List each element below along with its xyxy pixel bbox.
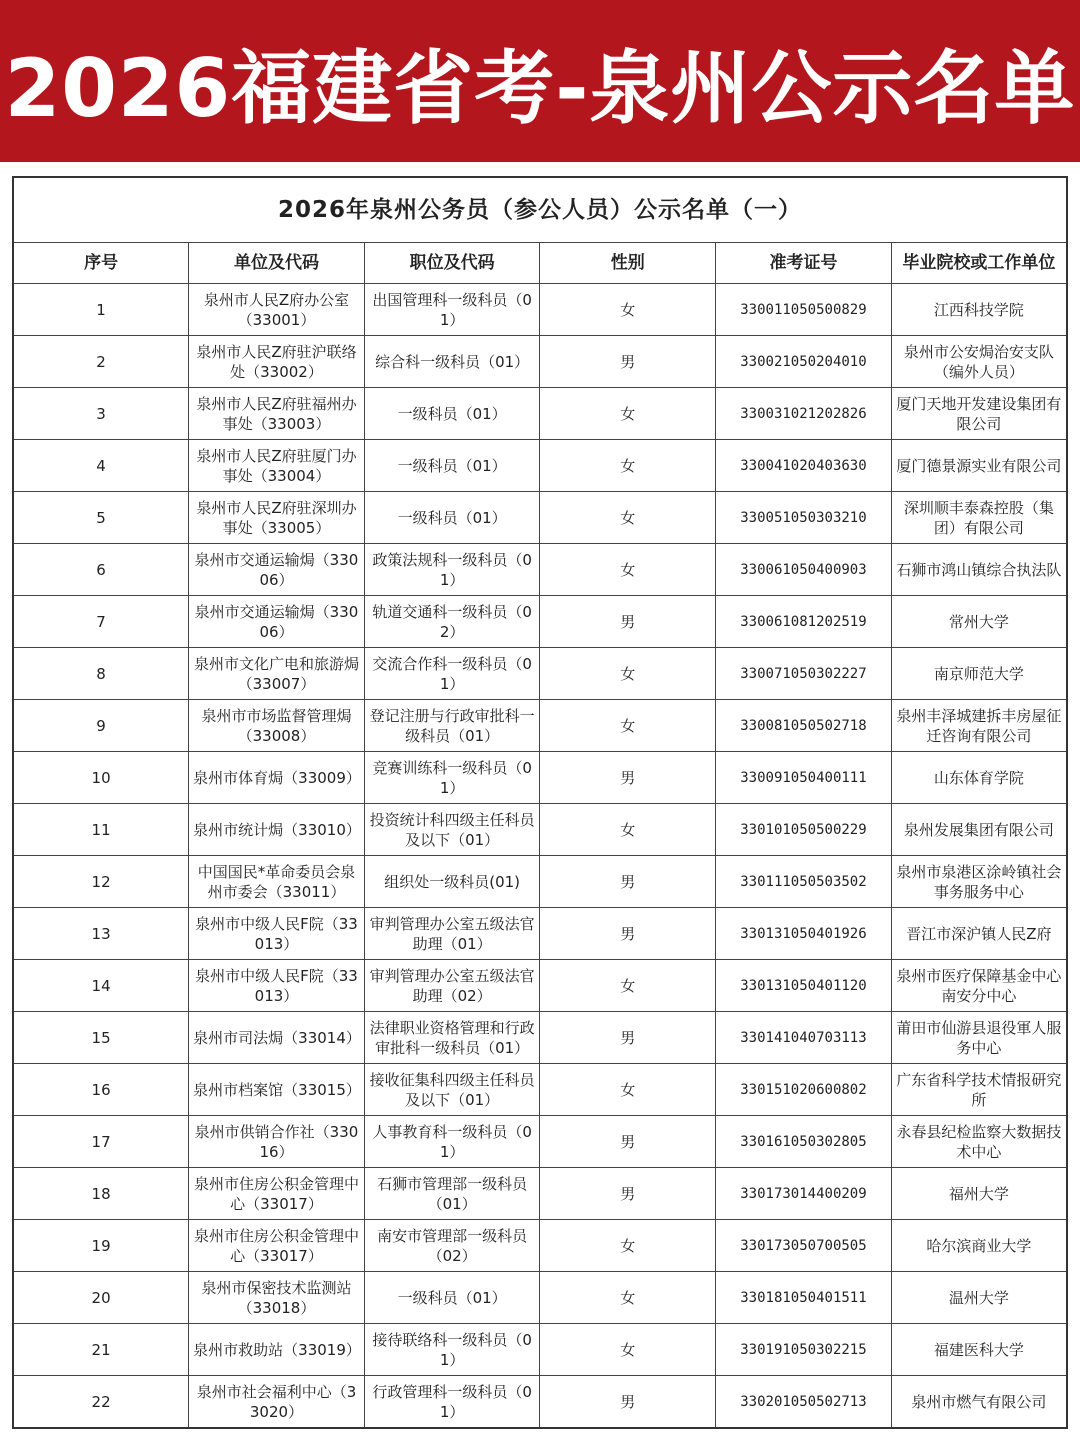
cell-school: 哈尔滨商业大学 bbox=[891, 1220, 1067, 1272]
cell-gender: 女 bbox=[540, 1220, 716, 1272]
cell-no: 10 bbox=[13, 752, 189, 804]
cell-unit: 泉州市社会福利中心（33020） bbox=[189, 1376, 365, 1429]
cell-exam-id: 330173050700505 bbox=[716, 1220, 892, 1272]
table-row bbox=[13, 492, 1067, 544]
table-row bbox=[13, 440, 1067, 492]
cell-unit: 中国国民*革命委员会泉州市委会（33011） bbox=[189, 856, 365, 908]
cell-school: 厦门天地开发建设集团有限公司 bbox=[891, 388, 1067, 440]
cell-position: 接待联络科一级科员（01） bbox=[364, 1324, 540, 1376]
cell-no: 1 bbox=[13, 284, 189, 336]
title-banner bbox=[0, 0, 1080, 162]
cell-school: 莆田市仙游县退役軍人服务中心 bbox=[891, 1012, 1067, 1064]
cell-no: 8 bbox=[13, 648, 189, 700]
cell-unit: 泉州市救助站（33019） bbox=[189, 1324, 365, 1376]
cell-gender: 男 bbox=[540, 336, 716, 388]
cell-position: 一级科员（01） bbox=[364, 388, 540, 440]
cell-position: 投资统计科四级主任科员及以下（01） bbox=[364, 804, 540, 856]
cell-unit: 泉州市市场监督管理焗（33008） bbox=[189, 700, 365, 752]
banner-title: 2026福建省考-泉州公示名单 bbox=[4, 41, 1076, 135]
cell-gender: 男 bbox=[540, 1168, 716, 1220]
cell-exam-id: 330173014400209 bbox=[716, 1168, 892, 1220]
cell-gender: 男 bbox=[540, 1012, 716, 1064]
cell-gender: 女 bbox=[540, 388, 716, 440]
cell-exam-id: 330071050302227 bbox=[716, 648, 892, 700]
cell-gender: 男 bbox=[540, 596, 716, 648]
cell-gender: 女 bbox=[540, 700, 716, 752]
cell-school: 江西科技学院 bbox=[891, 284, 1067, 336]
cell-unit: 泉州市住房公积金管理中心（33017） bbox=[189, 1168, 365, 1220]
cell-position: 交流合作科一级科员（01） bbox=[364, 648, 540, 700]
cell-no: 15 bbox=[13, 1012, 189, 1064]
cell-position: 法律职业资格管理和行政审批科一级科员（01） bbox=[364, 1012, 540, 1064]
cell-no: 5 bbox=[13, 492, 189, 544]
cell-no: 20 bbox=[13, 1272, 189, 1324]
cell-position: 一级科员（01） bbox=[364, 492, 540, 544]
table-row bbox=[13, 1116, 1067, 1168]
table-row bbox=[13, 908, 1067, 960]
cell-no: 14 bbox=[13, 960, 189, 1012]
cell-gender: 女 bbox=[540, 804, 716, 856]
table-row bbox=[13, 960, 1067, 1012]
cell-school: 福建医科大学 bbox=[891, 1324, 1067, 1376]
cell-gender: 男 bbox=[540, 856, 716, 908]
cell-gender: 女 bbox=[540, 1324, 716, 1376]
cell-position: 一级科员（01） bbox=[364, 440, 540, 492]
cell-exam-id: 330061050400903 bbox=[716, 544, 892, 596]
table-row bbox=[13, 700, 1067, 752]
cell-no: 18 bbox=[13, 1168, 189, 1220]
cell-school: 晋江市深沪镇人民Z府 bbox=[891, 908, 1067, 960]
cell-exam-id: 330201050502713 bbox=[716, 1376, 892, 1429]
cell-school: 泉州市泉港区涂岭镇社会事务服务中心 bbox=[891, 856, 1067, 908]
table-row bbox=[13, 1064, 1067, 1116]
cell-exam-id: 330111050503502 bbox=[716, 856, 892, 908]
cell-position: 组织处一级科员(01) bbox=[364, 856, 540, 908]
cell-exam-id: 330151020600802 bbox=[716, 1064, 892, 1116]
table-row bbox=[13, 1012, 1067, 1064]
cell-exam-id: 330051050303210 bbox=[716, 492, 892, 544]
table-row bbox=[13, 1324, 1067, 1376]
cell-unit: 泉州市住房公积金管理中心（33017） bbox=[189, 1220, 365, 1272]
table-row bbox=[13, 648, 1067, 700]
cell-exam-id: 330191050302215 bbox=[716, 1324, 892, 1376]
table-row bbox=[13, 544, 1067, 596]
cell-unit: 泉州市人民Z府驻深圳办事处（33005） bbox=[189, 492, 365, 544]
cell-gender: 女 bbox=[540, 544, 716, 596]
cell-position: 行政管理科一级科员（01） bbox=[364, 1376, 540, 1429]
col-header-school: 毕业院校或工作单位 bbox=[891, 243, 1067, 284]
cell-position: 人事教育科一级科员（01） bbox=[364, 1116, 540, 1168]
cell-exam-id: 330041020403630 bbox=[716, 440, 892, 492]
cell-no: 11 bbox=[13, 804, 189, 856]
cell-unit: 泉州市交通运输焗（33006） bbox=[189, 596, 365, 648]
table-row bbox=[13, 596, 1067, 648]
cell-gender: 女 bbox=[540, 492, 716, 544]
cell-unit: 泉州市人民Z府办公室（33001） bbox=[189, 284, 365, 336]
cell-exam-id: 330031021202826 bbox=[716, 388, 892, 440]
col-header-exam-id: 准考证号 bbox=[716, 243, 892, 284]
cell-position: 登记注册与行政审批科一级科员（01） bbox=[364, 700, 540, 752]
cell-no: 12 bbox=[13, 856, 189, 908]
cell-unit: 泉州市交通运输焗（33006） bbox=[189, 544, 365, 596]
cell-gender: 男 bbox=[540, 908, 716, 960]
cell-exam-id: 330101050500229 bbox=[716, 804, 892, 856]
col-header-position: 职位及代码 bbox=[364, 243, 540, 284]
cell-unit: 泉州市司法焗（33014） bbox=[189, 1012, 365, 1064]
cell-unit: 泉州市供销合作社（33016） bbox=[189, 1116, 365, 1168]
cell-exam-id: 330061081202519 bbox=[716, 596, 892, 648]
col-header-gender: 性别 bbox=[540, 243, 716, 284]
cell-school: 广东省科学技术情报研究所 bbox=[891, 1064, 1067, 1116]
cell-position: 竞赛训练科一级科员（01） bbox=[364, 752, 540, 804]
cell-position: 综合科一级科员（01） bbox=[364, 336, 540, 388]
col-header-unit: 单位及代码 bbox=[189, 243, 365, 284]
cell-unit: 泉州市档案馆（33015） bbox=[189, 1064, 365, 1116]
table-row bbox=[13, 284, 1067, 336]
cell-exam-id: 330131050401120 bbox=[716, 960, 892, 1012]
cell-unit: 泉州市保密技术监测站（33018） bbox=[189, 1272, 365, 1324]
table-row bbox=[13, 1220, 1067, 1272]
cell-school: 永春县纪检监察大数据技术中心 bbox=[891, 1116, 1067, 1168]
cell-unit: 泉州市统计焗（33010） bbox=[189, 804, 365, 856]
cell-position: 接收征集科四级主任科员及以下（01） bbox=[364, 1064, 540, 1116]
cell-exam-id: 330091050400111 bbox=[716, 752, 892, 804]
cell-school: 石狮市鸿山镇综合执法队 bbox=[891, 544, 1067, 596]
cell-no: 6 bbox=[13, 544, 189, 596]
cell-school: 山东体育学院 bbox=[891, 752, 1067, 804]
cell-school: 厦门德景源实业有限公司 bbox=[891, 440, 1067, 492]
cell-school: 深圳顺丰泰森控股（集团）有限公司 bbox=[891, 492, 1067, 544]
cell-no: 22 bbox=[13, 1376, 189, 1429]
cell-school: 泉州市医疗保障基金中心南安分中心 bbox=[891, 960, 1067, 1012]
table-body bbox=[13, 284, 1067, 1429]
cell-position: 审判管理办公室五级法官助理（01） bbox=[364, 908, 540, 960]
cell-school: 泉州丰泽城建拆丰房屋征迁咨询有限公司 bbox=[891, 700, 1067, 752]
table-row bbox=[13, 1272, 1067, 1324]
cell-gender: 女 bbox=[540, 648, 716, 700]
cell-no: 21 bbox=[13, 1324, 189, 1376]
cell-no: 4 bbox=[13, 440, 189, 492]
cell-unit: 泉州市体育焗（33009） bbox=[189, 752, 365, 804]
cell-exam-id: 330161050302805 bbox=[716, 1116, 892, 1168]
table-row bbox=[13, 388, 1067, 440]
table-row bbox=[13, 752, 1067, 804]
table-row bbox=[13, 1168, 1067, 1220]
cell-position: 政策法规科一级科员（01） bbox=[364, 544, 540, 596]
cell-exam-id: 330181050401511 bbox=[716, 1272, 892, 1324]
cell-no: 13 bbox=[13, 908, 189, 960]
cell-school: 泉州市公安焗治安支队（编外人员） bbox=[891, 336, 1067, 388]
cell-position: 南安市管理部一级科员（02） bbox=[364, 1220, 540, 1272]
cell-school: 南京师范大学 bbox=[891, 648, 1067, 700]
cell-position: 石狮市管理部一级科员（01） bbox=[364, 1168, 540, 1220]
cell-gender: 女 bbox=[540, 960, 716, 1012]
cell-gender: 男 bbox=[540, 1376, 716, 1429]
cell-gender: 男 bbox=[540, 1116, 716, 1168]
cell-no: 2 bbox=[13, 336, 189, 388]
table-row bbox=[13, 336, 1067, 388]
table-row bbox=[13, 804, 1067, 856]
cell-gender: 女 bbox=[540, 440, 716, 492]
cell-school: 泉州发展集团有限公司 bbox=[891, 804, 1067, 856]
cell-unit: 泉州市中级人民F院（33013） bbox=[189, 908, 365, 960]
cell-no: 9 bbox=[13, 700, 189, 752]
cell-school: 温州大学 bbox=[891, 1272, 1067, 1324]
cell-no: 17 bbox=[13, 1116, 189, 1168]
cell-no: 3 bbox=[13, 388, 189, 440]
table-row bbox=[13, 856, 1067, 908]
cell-exam-id: 330081050502718 bbox=[716, 700, 892, 752]
cell-gender: 女 bbox=[540, 1272, 716, 1324]
cell-no: 19 bbox=[13, 1220, 189, 1272]
cell-unit: 泉州市中级人民F院（33013） bbox=[189, 960, 365, 1012]
cell-no: 16 bbox=[13, 1064, 189, 1116]
cell-exam-id: 330011050500829 bbox=[716, 284, 892, 336]
cell-school: 泉州市燃气有限公司 bbox=[891, 1376, 1067, 1429]
cell-gender: 女 bbox=[540, 284, 716, 336]
cell-unit: 泉州市文化广电和旅游焗（33007） bbox=[189, 648, 365, 700]
table-row bbox=[13, 1376, 1067, 1429]
list-container bbox=[12, 176, 1068, 1429]
cell-gender: 女 bbox=[540, 1064, 716, 1116]
candidate-table bbox=[12, 176, 1068, 1429]
cell-school: 福州大学 bbox=[891, 1168, 1067, 1220]
col-header-no: 序号 bbox=[13, 243, 189, 284]
cell-position: 轨道交通科一级科员（02） bbox=[364, 596, 540, 648]
cell-unit: 泉州市人民Z府驻福州办事处（33003） bbox=[189, 388, 365, 440]
cell-position: 出国管理科一级科员（01） bbox=[364, 284, 540, 336]
cell-no: 7 bbox=[13, 596, 189, 648]
cell-position: 审判管理办公室五级法官助理（02） bbox=[364, 960, 540, 1012]
cell-exam-id: 330131050401926 bbox=[716, 908, 892, 960]
cell-unit: 泉州市人民Z府驻厦门办事处（33004） bbox=[189, 440, 365, 492]
cell-gender: 男 bbox=[540, 752, 716, 804]
table-caption: 2026年泉州公务员（参公人员）公示名单（一） bbox=[13, 177, 1067, 243]
cell-school: 常州大学 bbox=[891, 596, 1067, 648]
cell-exam-id: 330021050204010 bbox=[716, 336, 892, 388]
cell-exam-id: 330141040703113 bbox=[716, 1012, 892, 1064]
table-header-row bbox=[13, 243, 1067, 284]
cell-unit: 泉州市人民Z府驻沪联络处（33002） bbox=[189, 336, 365, 388]
cell-position: 一级科员（01） bbox=[364, 1272, 540, 1324]
